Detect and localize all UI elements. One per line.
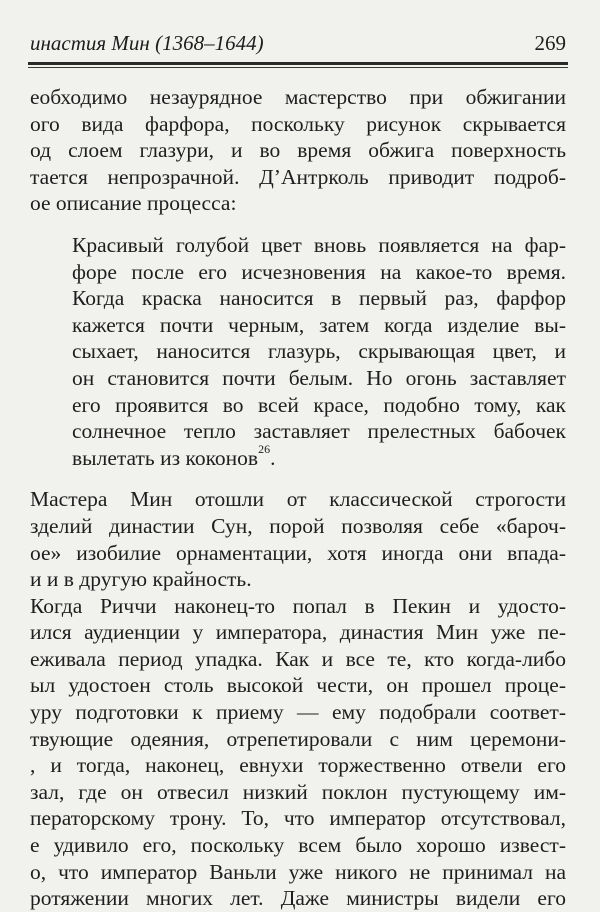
text-line: ился аудиенции у императора, династия Мин уже пе-	[30, 620, 566, 645]
quote-line: сыхает, наносится глазурь, скрывающая цвет, и	[72, 339, 566, 364]
text-line: ротяжении многих лет. Даже министры видели его	[30, 886, 566, 911]
text-line: од слоем глазури, и во время обжига поверхность	[30, 138, 566, 163]
quote-last-line	[72, 441, 566, 472]
header-rule-thin	[28, 67, 568, 68]
running-header	[30, 30, 566, 56]
quote-line: Когда краска наносится в первый раз, фарфор	[72, 286, 566, 311]
quote-line: он становится почти белым. Но огонь заставляет	[72, 365, 566, 390]
quote-line: кажется почти черным, затем когда изделие вы-	[72, 312, 566, 337]
quote-line: Красивый голубой цвет вновь появляется на фар-	[72, 232, 566, 257]
paragraph-ricci	[30, 593, 566, 912]
quote-last-punct: .	[270, 445, 276, 470]
quote-line: форе после его исчезновения на какое-то время.	[72, 259, 566, 284]
running-title: инастия Мин (1368–1644)	[30, 31, 264, 55]
text-line: ого вида фарфора, поскольку рисунок скрывается	[30, 111, 566, 136]
text-line: тается непрозрачной. Д’Антрколь приводит подроб-	[30, 164, 566, 189]
footnote-reference: 26	[258, 441, 271, 456]
quote-line: солнечное тепло заставляет прелестных бабочек	[72, 419, 566, 444]
text-line: ператорскому трону. То, что император отсутствовал,	[30, 806, 566, 831]
text-line: еживала период упадка. Как и все те, кто когда-либо	[30, 646, 566, 671]
block-quote	[30, 232, 566, 471]
page-number: 269	[534, 31, 566, 55]
paragraph-intro	[30, 84, 566, 217]
paragraph-ming-masters	[30, 486, 566, 592]
quote-last-text: вылетать из коконов	[72, 445, 259, 470]
header-rule-thick	[28, 62, 568, 65]
text-line: Мастера Мин отошли от классической строгости	[30, 487, 566, 512]
text-line: еобходимо незаурядное мастерство при обжигании	[30, 85, 566, 109]
text-line: е удивило его, поскольку всем было хорошо извест-	[30, 833, 566, 858]
text-line: твующие одеяния, отрепетировали с ним церемони-	[30, 726, 566, 751]
text-line: ое описание процесса:	[30, 191, 237, 216]
text-line: уру подготовки к приему — ему подобрали соответ-	[30, 700, 566, 725]
text-line: о, что император Ваньли уже никого не принимал на	[30, 859, 566, 884]
text-line: ое» изобилие орнаментации, хотя иногда они впада-	[30, 540, 566, 565]
text-line: зал, где он отвесил низкий поклон пустующему им-	[30, 779, 566, 804]
text-line: и и в другую крайность.	[30, 567, 252, 592]
text-line: ыл удостоен столь высокой чести, он прошел проце-	[30, 673, 566, 698]
page-body	[30, 84, 566, 912]
text-line: , и тогда, наконец, евнухи торжественно отвели его	[30, 753, 566, 778]
quote-line: его проявится во всей красе, подобно тому, как	[72, 392, 566, 417]
text-line: зделий династии Сун, порой позволяя себе «бароч-	[30, 513, 566, 538]
text-line: Когда Риччи наконец-то попал в Пекин и удосто-	[30, 593, 566, 618]
